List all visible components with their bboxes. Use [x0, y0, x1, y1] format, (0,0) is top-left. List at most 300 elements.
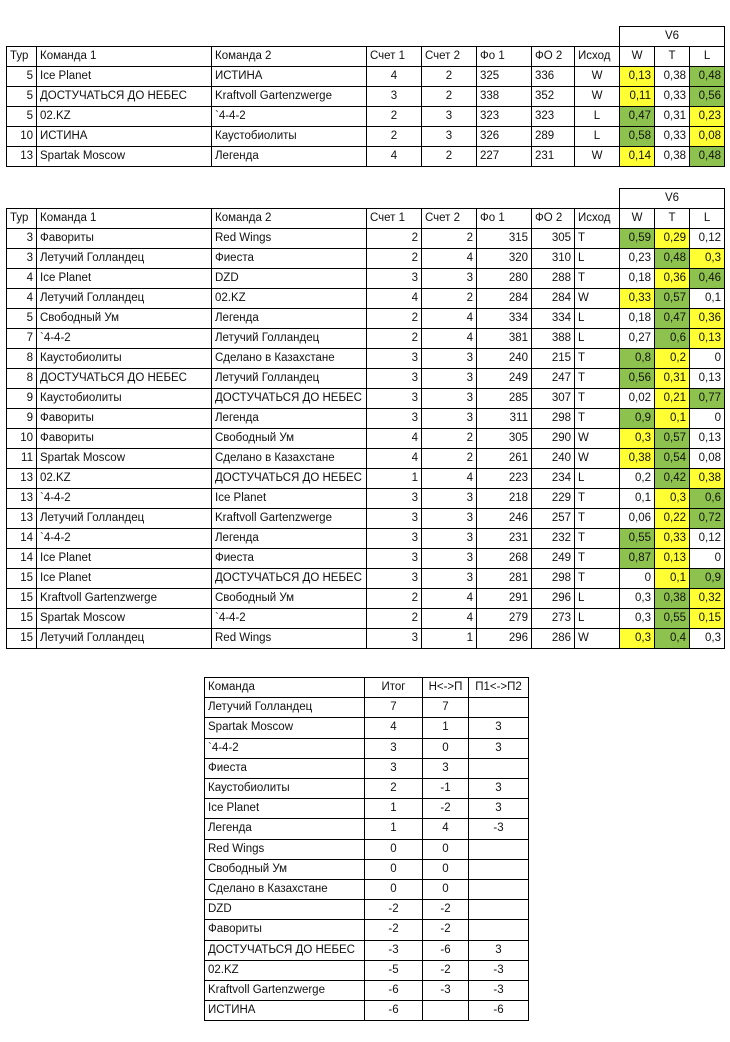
cell-t: 0,4 [655, 629, 690, 649]
v6-header-row [7, 189, 725, 209]
table-row [7, 589, 725, 609]
summary-row [205, 880, 529, 900]
summary-total: 3 [365, 758, 423, 778]
cell-w: 0,2 [620, 469, 655, 489]
cell-l: 0,23 [690, 107, 725, 127]
summary-column-header: Н<->П [423, 678, 469, 698]
cell-f1: 280 [477, 269, 532, 289]
cell-tur: 10 [7, 127, 37, 147]
cell-w: 0,27 [620, 329, 655, 349]
cell-out: T [575, 369, 620, 389]
column-header: ФО 2 [532, 209, 575, 229]
summary-column-header: Команда [205, 678, 365, 698]
summary-team: Сделано в Казахстане [205, 880, 365, 900]
cell-l: 0,38 [690, 469, 725, 489]
cell-l: 0,1 [690, 289, 725, 309]
cell-f2: 257 [532, 509, 575, 529]
summary-np: -1 [423, 779, 469, 799]
table-row [7, 389, 725, 409]
summary-team: Kraftvoll Gartenzwerge [205, 981, 365, 1001]
column-header: L [690, 47, 725, 67]
summary-np: 0 [423, 859, 469, 879]
cell-s2: 3 [422, 369, 477, 389]
cell-team2: Kraftvoll Gartenzwerge [212, 509, 367, 529]
summary-p12 [469, 920, 529, 940]
summary-row [205, 1001, 529, 1021]
cell-out: W [575, 429, 620, 449]
cell-s2: 3 [422, 509, 477, 529]
cell-w: 0,23 [620, 249, 655, 269]
summary-total: 4 [365, 718, 423, 738]
summary-total: -2 [365, 920, 423, 940]
cell-team1: 02.KZ [37, 469, 212, 489]
cell-team1: Летучий Голландец [37, 629, 212, 649]
table-row [7, 349, 725, 369]
cell-tur: 9 [7, 409, 37, 429]
summary-p12 [469, 859, 529, 879]
cell-f2: 215 [532, 349, 575, 369]
cell-t: 0,38 [655, 589, 690, 609]
cell-team2: Летучий Голландец [212, 369, 367, 389]
cell-s1: 3 [367, 509, 422, 529]
summary-total: 1 [365, 819, 423, 839]
results-table-1-body [7, 27, 725, 167]
summary-np: 3 [423, 758, 469, 778]
cell-team2: Легенда [212, 147, 367, 167]
cell-team2: Kraftvoll Gartenzwerge [212, 87, 367, 107]
cell-f2: 388 [532, 329, 575, 349]
summary-total: 0 [365, 880, 423, 900]
cell-tur: 15 [7, 609, 37, 629]
column-header: Тур [7, 47, 37, 67]
summary-p12: -3 [469, 981, 529, 1001]
blank-cell [532, 27, 575, 47]
summary-row [205, 940, 529, 960]
cell-f2: 298 [532, 569, 575, 589]
cell-out: W [575, 449, 620, 469]
cell-team2: Фиеста [212, 249, 367, 269]
cell-s2: 2 [422, 147, 477, 167]
cell-out: L [575, 609, 620, 629]
cell-f1: 311 [477, 409, 532, 429]
cell-w: 0,18 [620, 269, 655, 289]
table-row [7, 569, 725, 589]
table-row [7, 87, 725, 107]
cell-f2: 232 [532, 529, 575, 549]
cell-s1: 3 [367, 409, 422, 429]
cell-team2: Легенда [212, 529, 367, 549]
summary-p12: -3 [469, 819, 529, 839]
cell-team1: ИСТИНА [37, 127, 212, 147]
cell-f1: 231 [477, 529, 532, 549]
summary-team: 02.KZ [205, 960, 365, 980]
cell-s2: 3 [422, 549, 477, 569]
cell-t: 0,54 [655, 449, 690, 469]
cell-f1: 326 [477, 127, 532, 147]
cell-l: 0,12 [690, 529, 725, 549]
cell-f1: 218 [477, 489, 532, 509]
cell-f1: 240 [477, 349, 532, 369]
summary-total: 7 [365, 698, 423, 718]
cell-w: 0,02 [620, 389, 655, 409]
summary-total: 3 [365, 738, 423, 758]
blank-cell [532, 189, 575, 209]
cell-s2: 3 [422, 529, 477, 549]
summary-total: 1 [365, 799, 423, 819]
summary-total: -3 [365, 940, 423, 960]
cell-s2: 2 [422, 67, 477, 87]
column-header: Команда 1 [37, 209, 212, 229]
cell-f2: 284 [532, 289, 575, 309]
cell-out: T [575, 349, 620, 369]
table-row [7, 369, 725, 389]
cell-s1: 4 [367, 429, 422, 449]
cell-t: 0,47 [655, 309, 690, 329]
cell-out: L [575, 249, 620, 269]
cell-f1: 285 [477, 389, 532, 409]
cell-l: 0,72 [690, 509, 725, 529]
cell-w: 0 [620, 569, 655, 589]
cell-tur: 3 [7, 249, 37, 269]
cell-f2: 286 [532, 629, 575, 649]
summary-team: `4-4-2 [205, 738, 365, 758]
cell-team2: Фиеста [212, 549, 367, 569]
cell-out: W [575, 629, 620, 649]
column-header: Счет 2 [422, 209, 477, 229]
cell-out: T [575, 549, 620, 569]
cell-w: 0,06 [620, 509, 655, 529]
summary-team: Spartak Moscow [205, 718, 365, 738]
cell-tur: 13 [7, 489, 37, 509]
cell-team1: Spartak Moscow [37, 449, 212, 469]
cell-t: 0,1 [655, 409, 690, 429]
cell-team2: ДОСТУЧАТЬСЯ ДО НЕБЕС [212, 569, 367, 589]
cell-f2: 288 [532, 269, 575, 289]
cell-s1: 3 [367, 87, 422, 107]
cell-s1: 3 [367, 489, 422, 509]
summary-p12 [469, 698, 529, 718]
cell-team1: Ice Planet [37, 549, 212, 569]
cell-t: 0,36 [655, 269, 690, 289]
cell-tur: 4 [7, 289, 37, 309]
summary-np: 0 [423, 880, 469, 900]
cell-l: 0,32 [690, 589, 725, 609]
table-row [7, 409, 725, 429]
cell-s2: 3 [422, 489, 477, 509]
cell-t: 0,38 [655, 147, 690, 167]
summary-team: Фавориты [205, 920, 365, 940]
summary-row [205, 859, 529, 879]
column-header: Исход [575, 47, 620, 67]
table-row [7, 329, 725, 349]
blank-cell [7, 189, 37, 209]
cell-w: 0,33 [620, 289, 655, 309]
column-header: Команда 1 [37, 47, 212, 67]
summary-team: Легенда [205, 819, 365, 839]
summary-row [205, 839, 529, 859]
summary-total: -6 [365, 981, 423, 1001]
column-header: T [655, 209, 690, 229]
summary-np: -6 [423, 940, 469, 960]
cell-l: 0 [690, 409, 725, 429]
cell-l: 0,77 [690, 389, 725, 409]
cell-l: 0,3 [690, 249, 725, 269]
summary-table-body [205, 678, 529, 1021]
blank-cell [575, 27, 620, 47]
v6-label: V6 [620, 27, 725, 47]
summary-team: Свободный Ум [205, 859, 365, 879]
cell-team1: Фавориты [37, 409, 212, 429]
cell-t: 0,1 [655, 569, 690, 589]
cell-f1: 323 [477, 107, 532, 127]
summary-np: -2 [423, 900, 469, 920]
cell-f1: 381 [477, 329, 532, 349]
cell-s2: 3 [422, 269, 477, 289]
cell-team1: Летучий Голландец [37, 289, 212, 309]
cell-f2: 231 [532, 147, 575, 167]
header-row [7, 47, 725, 67]
cell-out: T [575, 409, 620, 429]
summary-row [205, 819, 529, 839]
cell-team2: Летучий Голландец [212, 329, 367, 349]
summary-team: ДОСТУЧАТЬСЯ ДО НЕБЕС [205, 940, 365, 960]
results-table-2 [6, 188, 725, 649]
summary-np: -2 [423, 799, 469, 819]
table-row [7, 289, 725, 309]
cell-out: W [575, 289, 620, 309]
cell-out: L [575, 589, 620, 609]
cell-s1: 4 [367, 147, 422, 167]
cell-t: 0,29 [655, 229, 690, 249]
cell-w: 0,13 [620, 67, 655, 87]
column-header: ФО 2 [532, 47, 575, 67]
cell-t: 0,33 [655, 87, 690, 107]
cell-w: 0,3 [620, 429, 655, 449]
cell-team1: Kraftvoll Gartenzwerge [37, 589, 212, 609]
summary-row [205, 698, 529, 718]
summary-p12 [469, 880, 529, 900]
v6-label: V6 [620, 189, 725, 209]
blank-cell [37, 27, 212, 47]
cell-w: 0,56 [620, 369, 655, 389]
summary-np: 0 [423, 839, 469, 859]
cell-w: 0,59 [620, 229, 655, 249]
cell-tur: 5 [7, 107, 37, 127]
cell-w: 0,8 [620, 349, 655, 369]
cell-tur: 5 [7, 67, 37, 87]
column-header: W [620, 47, 655, 67]
cell-out: L [575, 309, 620, 329]
cell-team2: Легенда [212, 409, 367, 429]
cell-team2: Сделано в Казахстане [212, 449, 367, 469]
summary-p12: -6 [469, 1001, 529, 1021]
cell-f1: 325 [477, 67, 532, 87]
cell-l: 0,36 [690, 309, 725, 329]
cell-s2: 4 [422, 589, 477, 609]
cell-f2: 273 [532, 609, 575, 629]
summary-row [205, 738, 529, 758]
cell-t: 0,55 [655, 609, 690, 629]
cell-out: T [575, 509, 620, 529]
summary-table [204, 677, 529, 1021]
blank-cell [7, 27, 37, 47]
blank-cell [422, 189, 477, 209]
cell-s1: 2 [367, 127, 422, 147]
cell-w: 0,55 [620, 529, 655, 549]
cell-out: T [575, 229, 620, 249]
table-row [7, 629, 725, 649]
cell-s1: 2 [367, 229, 422, 249]
cell-s1: 3 [367, 529, 422, 549]
cell-out: T [575, 569, 620, 589]
summary-np: -2 [423, 960, 469, 980]
cell-out: L [575, 127, 620, 147]
cell-f1: 296 [477, 629, 532, 649]
cell-l: 0,48 [690, 67, 725, 87]
results-table-2-body [7, 189, 725, 649]
cell-w: 0,18 [620, 309, 655, 329]
summary-p12 [469, 839, 529, 859]
cell-f2: 229 [532, 489, 575, 509]
cell-s1: 2 [367, 609, 422, 629]
cell-l: 0,48 [690, 147, 725, 167]
table-row [7, 429, 725, 449]
summary-np: 1 [423, 718, 469, 738]
summary-column-header: П1<->П2 [469, 678, 529, 698]
cell-l: 0,08 [690, 449, 725, 469]
header-row [7, 209, 725, 229]
cell-team2: DZD [212, 269, 367, 289]
table-row [7, 509, 725, 529]
cell-f1: 305 [477, 429, 532, 449]
cell-f2: 290 [532, 429, 575, 449]
cell-tur: 4 [7, 269, 37, 289]
cell-l: 0,46 [690, 269, 725, 289]
summary-np: 7 [423, 698, 469, 718]
cell-out: W [575, 67, 620, 87]
cell-t: 0,13 [655, 549, 690, 569]
cell-team2: Легенда [212, 309, 367, 329]
summary-header-row [205, 678, 529, 698]
cell-l: 0,9 [690, 569, 725, 589]
cell-tur: 8 [7, 369, 37, 389]
cell-out: W [575, 87, 620, 107]
blank-cell [477, 189, 532, 209]
cell-f1: 261 [477, 449, 532, 469]
cell-l: 0,3 [690, 629, 725, 649]
table-row [7, 529, 725, 549]
cell-out: L [575, 469, 620, 489]
summary-row [205, 900, 529, 920]
cell-l: 0,12 [690, 229, 725, 249]
column-header: W [620, 209, 655, 229]
column-header: L [690, 209, 725, 229]
cell-team2: Ice Planet [212, 489, 367, 509]
blank-cell [422, 27, 477, 47]
cell-f2: 247 [532, 369, 575, 389]
column-header: Тур [7, 209, 37, 229]
cell-out: T [575, 529, 620, 549]
table-row [7, 107, 725, 127]
summary-team: Каустобиолиты [205, 779, 365, 799]
cell-tur: 14 [7, 549, 37, 569]
v6-header-row [7, 27, 725, 47]
cell-s1: 2 [367, 329, 422, 349]
cell-f1: 281 [477, 569, 532, 589]
cell-s2: 4 [422, 609, 477, 629]
cell-f2: 240 [532, 449, 575, 469]
cell-t: 0,42 [655, 469, 690, 489]
cell-f1: 268 [477, 549, 532, 569]
cell-l: 0,6 [690, 489, 725, 509]
cell-w: 0,3 [620, 609, 655, 629]
cell-team1: Ice Planet [37, 569, 212, 589]
summary-np: -2 [423, 920, 469, 940]
cell-s1: 2 [367, 309, 422, 329]
cell-tur: 5 [7, 87, 37, 107]
cell-team1: `4-4-2 [37, 329, 212, 349]
cell-f2: 352 [532, 87, 575, 107]
cell-tur: 5 [7, 309, 37, 329]
cell-tur: 13 [7, 509, 37, 529]
cell-l: 0 [690, 349, 725, 369]
cell-t: 0,31 [655, 107, 690, 127]
summary-total: 0 [365, 859, 423, 879]
cell-team2: Сделано в Казахстане [212, 349, 367, 369]
table-row [7, 127, 725, 147]
cell-team1: 02.KZ [37, 107, 212, 127]
cell-w: 0,14 [620, 147, 655, 167]
cell-l: 0,13 [690, 429, 725, 449]
column-header: Команда 2 [212, 209, 367, 229]
table-row [7, 309, 725, 329]
summary-team: DZD [205, 900, 365, 920]
cell-team1: Фавориты [37, 429, 212, 449]
cell-team1: `4-4-2 [37, 529, 212, 549]
cell-s2: 4 [422, 329, 477, 349]
cell-s1: 3 [367, 569, 422, 589]
summary-row [205, 718, 529, 738]
cell-team1: Свободный Ум [37, 309, 212, 329]
cell-s2: 2 [422, 429, 477, 449]
summary-row [205, 779, 529, 799]
cell-t: 0,38 [655, 67, 690, 87]
table-row [7, 147, 725, 167]
table-row [7, 249, 725, 269]
summary-p12: -3 [469, 960, 529, 980]
cell-f2: 334 [532, 309, 575, 329]
blank-cell [37, 189, 212, 209]
cell-f2: 310 [532, 249, 575, 269]
cell-t: 0,31 [655, 369, 690, 389]
summary-p12: 3 [469, 940, 529, 960]
cell-s2: 3 [422, 127, 477, 147]
cell-team2: Red Wings [212, 229, 367, 249]
cell-s1: 4 [367, 67, 422, 87]
cell-f1: 338 [477, 87, 532, 107]
cell-tur: 3 [7, 229, 37, 249]
cell-f2: 305 [532, 229, 575, 249]
cell-tur: 8 [7, 349, 37, 369]
cell-team1: Летучий Голландец [37, 249, 212, 269]
cell-t: 0,6 [655, 329, 690, 349]
cell-team1: Ice Planet [37, 67, 212, 87]
cell-f1: 223 [477, 469, 532, 489]
cell-team1: Каустобиолиты [37, 389, 212, 409]
cell-s1: 3 [367, 549, 422, 569]
blank-cell [212, 189, 367, 209]
cell-team2: `4-4-2 [212, 107, 367, 127]
